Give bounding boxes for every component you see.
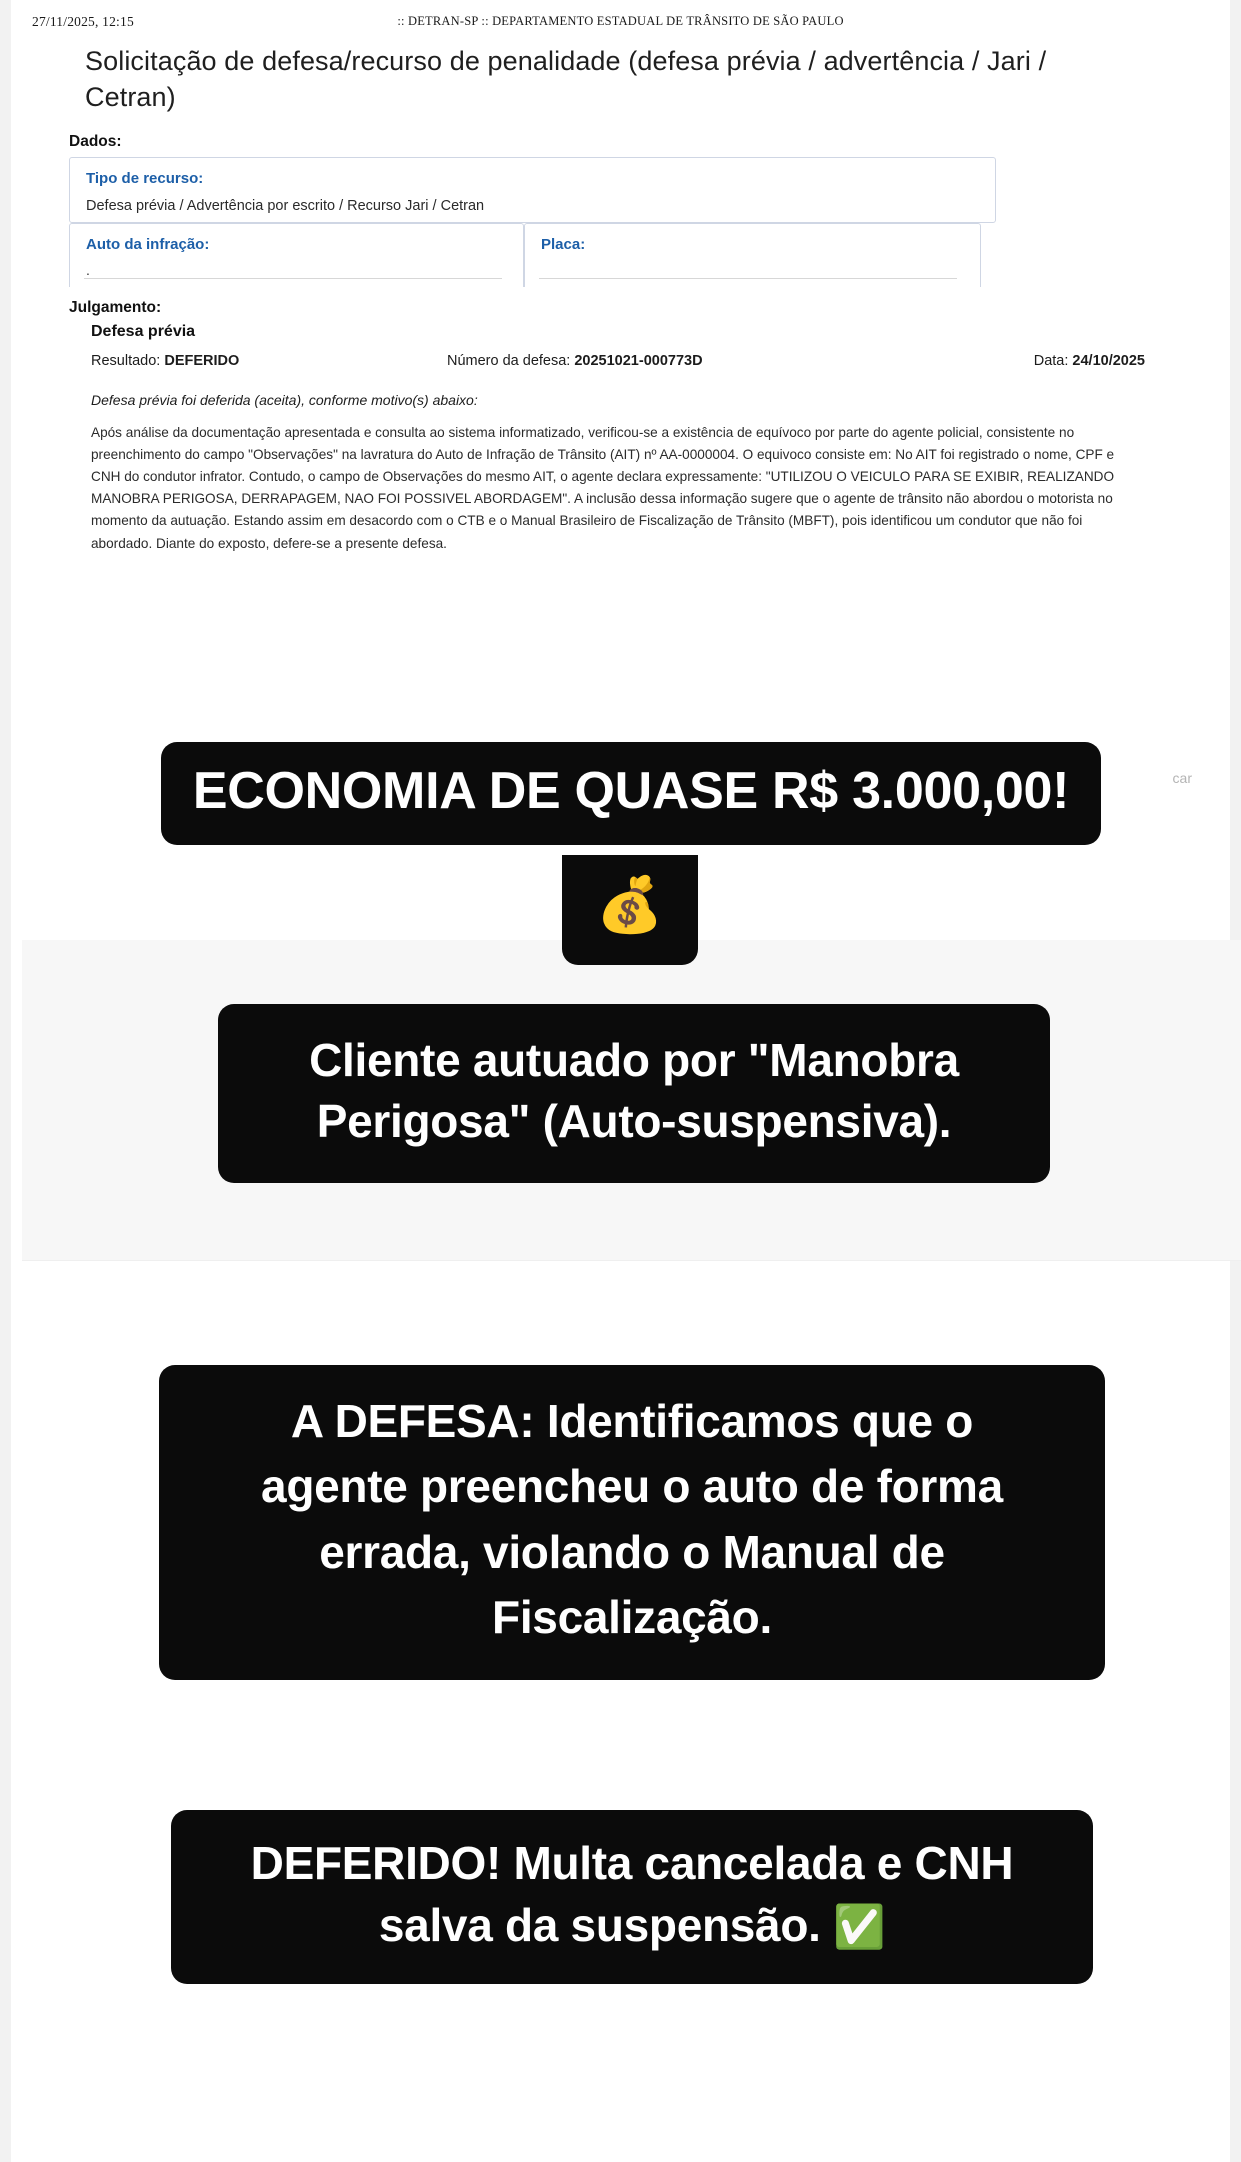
section-label-dados: Dados:	[69, 132, 122, 150]
caption-cliente	[218, 1004, 1050, 1183]
organization-title: :: DETRAN-SP :: DEPARTAMENTO ESTADUAL DE TRÂNSITO DE SÃO PAULO	[397, 14, 844, 28]
judgement-number	[447, 353, 703, 369]
background-band-divider	[22, 1260, 1241, 1261]
judgement-result-value: DEFERIDO	[164, 352, 240, 369]
field-label-tipo-recurso: Tipo de recurso:	[86, 169, 204, 187]
page-title: Solicitação de defesa/recurso de penalidade (defesa prévia / advertência / Jari / Cetran)	[85, 46, 1047, 112]
judgement-number-value: 20251021-000773D	[574, 352, 703, 369]
caption-line: A DEFESA: Identificamos que o	[290, 1395, 974, 1447]
judgement-block	[91, 323, 1151, 555]
field-value-tipo-recurso: Defesa prévia / Advertência por escrito / Recurso Jari / Cetran	[86, 197, 485, 214]
caption-line: errada, violando o Manual de	[319, 1525, 945, 1578]
caption-line: Perigosa" (Auto-suspensiva).	[316, 1094, 952, 1147]
caption-line: ECONOMIA DE QUASE R$ 3.000,00!	[192, 762, 1070, 820]
document-header	[11, 0, 1230, 40]
field-underline-auto	[84, 278, 502, 279]
caption-defesa	[159, 1365, 1105, 1680]
judgement-body-text: Após análise da documentação apresentada e consulta ao sistema informatizado, verificou-se a existência de equívoco por parte do agente policial, consistente no preenchimento do campo "Observações" na lavratura do Auto de Infração de Trânsito (AIT) nº AA-0000004. O equivoco consiste em: No AIT foi registrado o nome, CPF e CNH do condutor infrator. Contudo, o campo de Observações do mesmo AIT, o agente declara expressamente: "UTILIZOU O VEICULO PARA SE EXIBIR, REALIZANDO MANOBRA PERIGOSA, DERRAPAGEM, NAO FOI POSSIVEL ABORDAGEM". A inclusão dessa informação sugere que o agente de trânsito não abordou o motorista no momento da autuação. Estando assim em desacordo com o CTB e o Manual Brasileiro de Fiscalização de Trânsito (MBFT), pois identificou um condutor que não foi abordado. Diante do exposto, defere-se a presente defesa.	[91, 424, 1115, 551]
field-underline-placa	[539, 278, 957, 279]
judgement-meta-row	[91, 353, 1151, 375]
field-label-auto-infracao: Auto da infração:	[86, 235, 210, 253]
document-body	[11, 44, 1230, 555]
field-placa[interactable]	[524, 223, 981, 287]
judgement-title: Defesa prévia	[91, 322, 196, 340]
judgement-result	[91, 353, 239, 369]
field-tipo-recurso	[69, 157, 996, 223]
caption-line-text: salva da suspensão.	[378, 1899, 821, 1952]
caption-line: Cliente autuado por "Manobra	[309, 1034, 959, 1086]
field-value-auto-infracao: .	[86, 261, 90, 278]
caption-economia	[161, 742, 1101, 845]
caption-line: DEFERIDO! Multa cancelada e CNH	[250, 1837, 1014, 1889]
page-canvas	[11, 0, 1230, 2162]
judgement-note: Defesa prévia foi deferida (aceita), conforme motivo(s) abaixo:	[91, 391, 478, 408]
faded-background-word: car	[1172, 770, 1192, 786]
judgement-date-label: Data:	[1033, 352, 1069, 369]
judgement-date	[1034, 353, 1145, 369]
section-label-julgamento: Julgamento:	[69, 298, 162, 316]
check-mark-icon: ✅	[833, 1903, 886, 1951]
field-label-placa: Placa:	[541, 235, 586, 253]
judgement-result-label: Resultado:	[91, 352, 161, 369]
field-row-auto-placa	[69, 223, 981, 287]
money-bag-icon: 💰	[562, 855, 698, 965]
field-auto-infracao[interactable]	[69, 223, 524, 287]
caption-line-with-icon	[197, 1894, 1067, 1956]
judgement-date-value: 24/10/2025	[1072, 352, 1145, 369]
judgement-number-label: Número da defesa:	[447, 352, 571, 369]
caption-deferido	[171, 1810, 1093, 1984]
caption-line: Fiscalização.	[492, 1590, 772, 1643]
print-datetime: 27/11/2025, 12:15	[32, 14, 134, 29]
caption-line: agente preencheu o auto de forma	[261, 1460, 1003, 1513]
